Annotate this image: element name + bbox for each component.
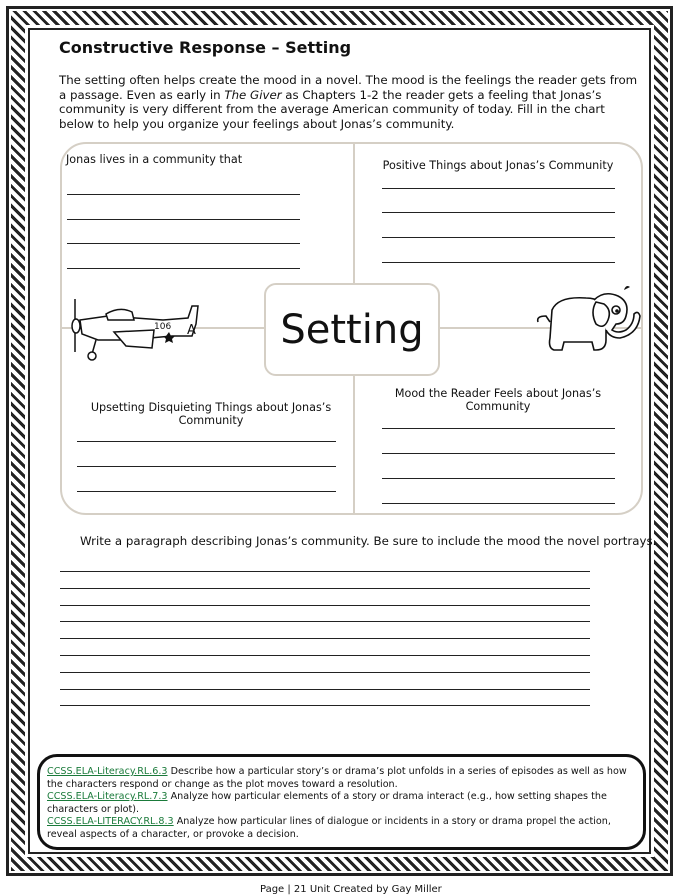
writing-line-8[interactable] [60, 689, 590, 690]
airplane-marking: 106 [154, 322, 172, 332]
standard-item: CCSS.ELA-LITERACY.RL.8.3 Analyze how particular lines of dialogue or incidents in a story or drama propel the action, reveal aspects of a character, or provoke a decision. [47, 816, 611, 840]
writing-line-2[interactable] [60, 588, 590, 589]
page-footer: Page | 21 Unit Created by Gay Miller [260, 884, 442, 895]
answer-line-bl-3[interactable] [77, 491, 336, 492]
answer-line-tl-4[interactable] [67, 268, 300, 269]
answer-line-tl-3[interactable] [67, 243, 300, 244]
standards-box [37, 754, 646, 850]
page-title: Constructive Response – Setting [59, 38, 352, 57]
elephant-icon [534, 290, 644, 360]
writing-line-7[interactable] [60, 672, 590, 673]
writing-line-5[interactable] [60, 638, 590, 639]
writing-prompt: Write a paragraph describing Jonas’s community. Be sure to include the mood the novel portrays. [80, 534, 657, 548]
standard-link[interactable]: CCSS.ELA-Literacy.RL.7.3 [47, 791, 168, 802]
standard-item: CCSS.ELA-Literacy.RL.6.3 Describe how a particular story’s or drama’s plot unfolds in a series of episodes as well as how the characters respond or change as the plot moves toward a resolution. [47, 766, 627, 790]
answer-line-br-3[interactable] [382, 478, 615, 479]
intro-paragraph: The setting often helps create the mood in a novel. The mood is the feelings the reader gets from a passage. Even as early in The Giver as Chapters 1-2 the reader gets a feeling that Jonas’s community is very different from the average American community of today. Fill in the chart below to help you organize your feelings about Jonas’s community. [59, 73, 638, 131]
svg-text:A: A [187, 323, 196, 338]
answer-line-br-2[interactable] [382, 453, 615, 454]
answer-line-tl-2[interactable] [67, 219, 300, 220]
writing-line-4[interactable] [60, 621, 590, 622]
top-right-label: Positive Things about Jonas’s Community [382, 159, 614, 172]
answer-line-br-4[interactable] [382, 503, 615, 504]
setting-center-box: Setting [264, 283, 440, 376]
answer-line-bl-2[interactable] [77, 466, 336, 467]
answer-line-tl-1[interactable] [67, 194, 300, 195]
writing-line-3[interactable] [60, 605, 590, 606]
standard-link[interactable]: CCSS.ELA-LITERACY.RL.8.3 [47, 816, 174, 827]
bottom-left-label: Upsetting Disquieting Things about Jonas’s Community [90, 401, 332, 427]
airplane-icon [68, 296, 203, 362]
answer-line-tr-1[interactable] [382, 188, 615, 189]
writing-line-1[interactable] [60, 571, 590, 572]
answer-line-br-1[interactable] [382, 428, 615, 429]
bottom-right-label: Mood the Reader Feels about Jonas’s Community [394, 387, 602, 413]
standard-link[interactable]: CCSS.ELA-Literacy.RL.6.3 [47, 766, 168, 777]
answer-line-tr-2[interactable] [382, 212, 615, 213]
top-left-label: Jonas lives in a community that [66, 153, 243, 166]
book-title: The Giver [224, 87, 282, 102]
answer-line-tr-3[interactable] [382, 237, 615, 238]
answer-line-bl-1[interactable] [77, 441, 336, 442]
answer-line-tr-4[interactable] [382, 262, 615, 263]
writing-line-9[interactable] [60, 705, 590, 706]
standard-item: CCSS.ELA-Literacy.RL.7.3 Analyze how particular elements of a story or drama interact (e.g., how setting shapes the characters or plot). [47, 791, 607, 815]
writing-line-6[interactable] [60, 655, 590, 656]
